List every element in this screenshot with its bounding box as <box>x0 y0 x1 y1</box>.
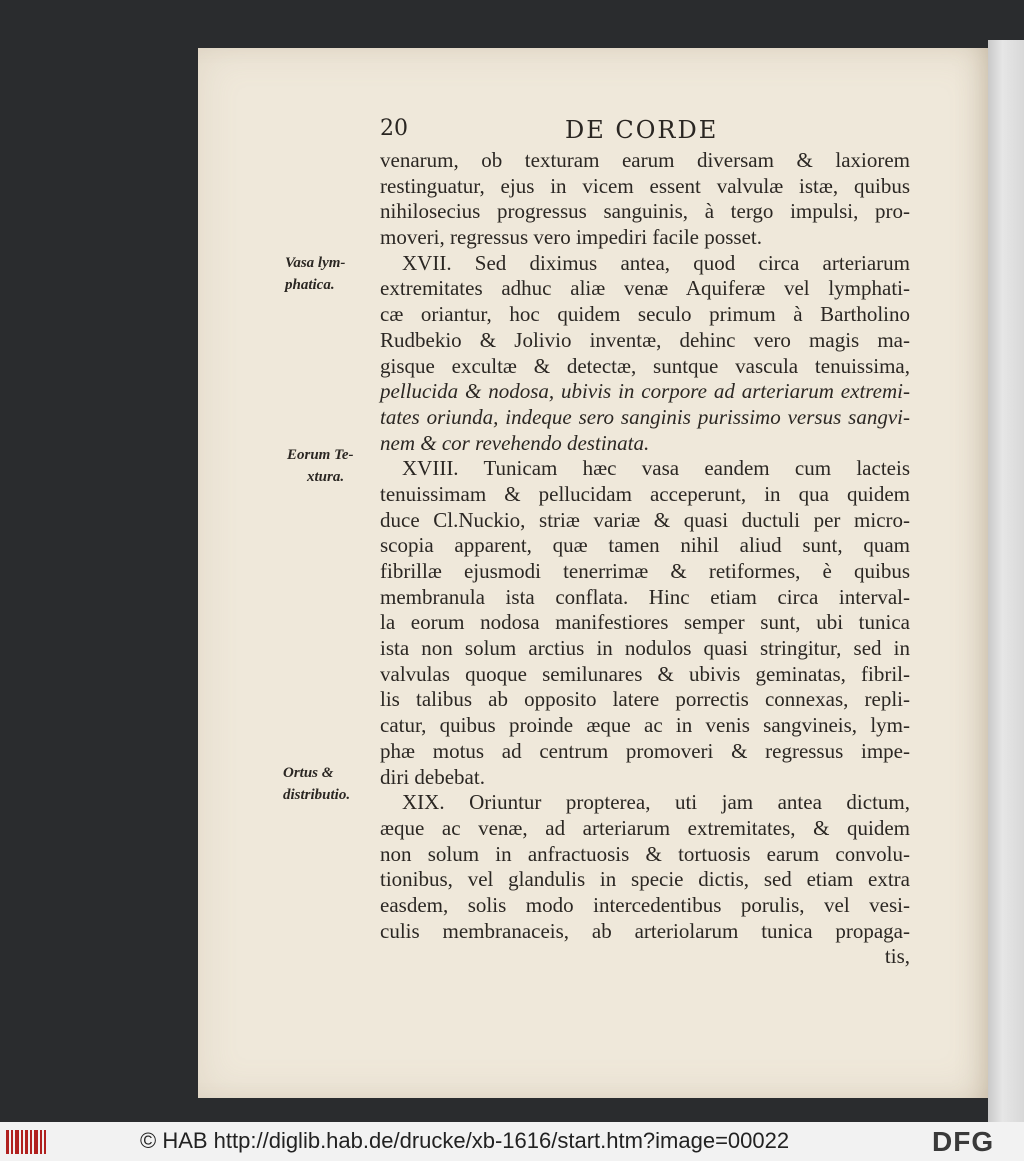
text-line: non solum in anfractuosis & tortuosis earum convolu- <box>380 841 910 866</box>
catchword: tis, <box>884 944 910 969</box>
text-line: nihilosecius progressus sanguinis, à tergo impulsi, pro- <box>380 199 910 224</box>
running-title: DE CORDE <box>565 116 719 144</box>
text-line: diri debebat. <box>380 764 485 789</box>
margin-note-line: Vasa lym- <box>285 255 346 271</box>
text-line: XVIII. Tunicam hæc vasa eandem cum lacteis <box>402 456 910 481</box>
text-line: cæ oriantur, hoc quidem seculo primum à Bartholino <box>380 302 910 327</box>
margin-note-line: Ortus & <box>283 765 334 781</box>
source-url[interactable]: © HAB http://diglib.hab.de/drucke/xb-1616/start.htm?image=00022 <box>140 1128 790 1153</box>
text-line: tenuissimam & pellucidam acceperunt, in qua quidem <box>380 481 910 506</box>
text-line: venarum, ob texturam earum diversam & laxiorem <box>380 148 910 172</box>
text-line: culis membranaceis, ab arteriolarum tunica propaga- <box>380 918 910 943</box>
text-line: moveri, regressus vero impediri facile posset. <box>380 225 762 250</box>
text-line: æque ac venæ, ad arteriarum extremitates, & quidem <box>380 815 910 840</box>
text-line: catur, quibus proinde æque ac in venis sangvineis, lym- <box>380 713 910 738</box>
page-number: 20 <box>380 116 408 141</box>
margin-note-line: distributio. <box>283 787 351 803</box>
text-line: phæ motus ad centrum promoveri & regressus impe- <box>380 738 910 763</box>
text-line: scopia apparent, quæ tamen nihil aliud sunt, quam <box>380 533 910 558</box>
text-line: duce Cl.Nuckio, striæ variæ & quasi ductuli per micro- <box>380 507 910 532</box>
margin-note-eorum-textura <box>287 444 354 488</box>
text-line: lis talibus ab opposito latere porrectis connexas, repli- <box>380 687 910 712</box>
text-line: fibrillæ ejusmodi tenerrimæ & retiformes, è quibus <box>380 559 910 583</box>
text-line: valvulas quoque semilunares & ubivis geminatas, fibril- <box>380 661 910 686</box>
text-line: easdem, solis modo intercedentibus porulis, vel vesi- <box>380 892 910 917</box>
margin-note-vasa-lymphatica <box>285 252 345 296</box>
text-line: tionibus, vel glandulis in specie dictis, sed etiam extra <box>380 867 910 892</box>
text-line: membranula ista conflata. Hinc etiam circa interval- <box>380 584 910 609</box>
hab-barcode-logo-icon <box>6 1128 46 1156</box>
text-line: XIX. Oriuntur propterea, uti jam antea dictum, <box>402 790 910 815</box>
text-line: gisque excultæ & detectæ, suntque vascula tenuissima, <box>380 353 910 378</box>
text-line: restinguatur, ejus in vicem essent valvulæ istæ, quibus <box>380 173 910 198</box>
text-line: Rudbekio & Jolivio inventæ, dehinc vero magis ma- <box>380 327 910 352</box>
page-header <box>380 116 920 146</box>
body-text <box>380 148 910 970</box>
text-line: ista non solum arctius in nodulos quasi stringitur, sed in <box>380 636 910 661</box>
text-line: extremitates adhuc aliæ venæ Aquiferæ vel lymphati- <box>380 276 910 301</box>
dfg-logo: DFG <box>932 1126 995 1157</box>
margin-note-ortus-distributio <box>283 762 350 806</box>
text-line: XVII. Sed diximus antea, quod circa arteriarum <box>402 250 910 275</box>
next-page-edge <box>988 40 1024 1122</box>
margin-note-line: Eorum Te- <box>287 447 354 463</box>
viewer-footer <box>0 1122 1024 1161</box>
margin-note-line: xtura. <box>307 469 345 485</box>
margin-note-line: phatica. <box>285 277 335 293</box>
text-line: nem & cor revehendo destinata. <box>380 430 650 455</box>
text-line: la eorum nodosa manifestiores semper sunt, ubi tunica <box>380 610 910 635</box>
text-line: pellucida & nodosa, ubivis in corpore ad arteriarum extremi- <box>380 379 910 404</box>
text-line: tates oriunda, indeque sero sanginis purissimo versus sangvi- <box>380 404 910 429</box>
